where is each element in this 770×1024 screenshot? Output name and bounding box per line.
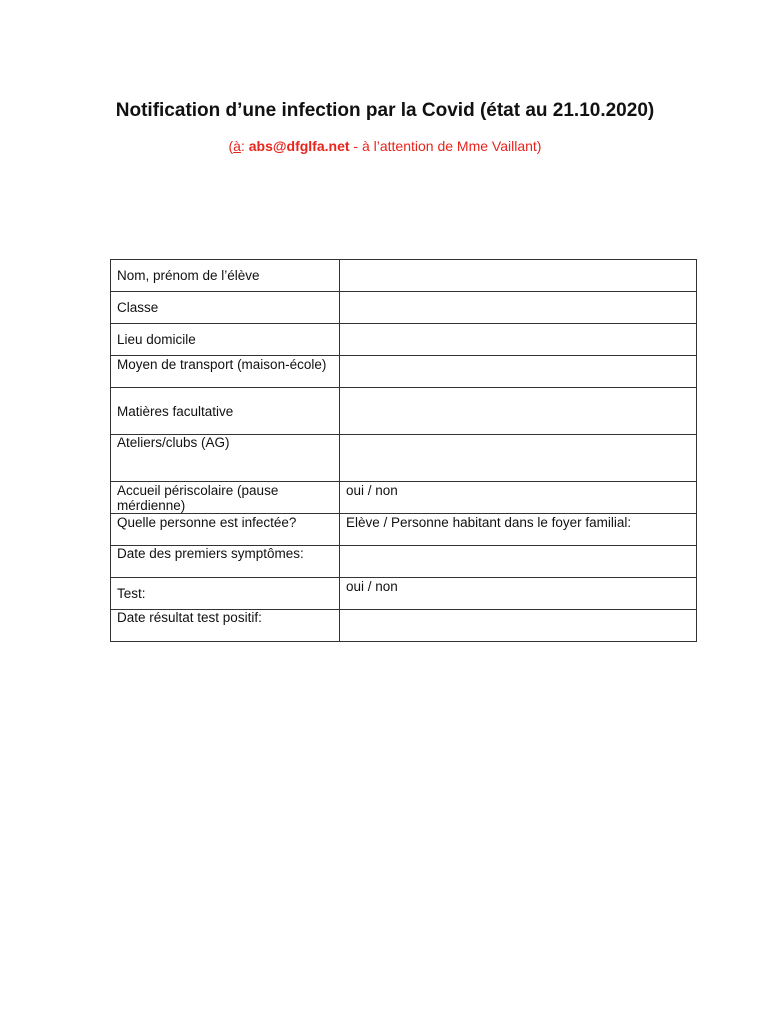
label-cell xyxy=(111,388,340,435)
form-row-infected-person xyxy=(111,514,697,546)
form-row-after-school-care xyxy=(111,482,697,514)
row-value xyxy=(346,324,690,332)
row-label: Date des premiers symptômes: xyxy=(117,546,304,561)
row-label: Ateliers/clubs (AG) xyxy=(117,435,230,450)
label-cell xyxy=(111,292,340,324)
subtitle-colon: : xyxy=(240,138,249,154)
label-cell xyxy=(111,610,340,642)
row-label: Matières facultative xyxy=(117,404,234,419)
value-cell[interactable] xyxy=(340,292,697,324)
row-value xyxy=(346,292,690,300)
row-label: Classe xyxy=(117,300,159,315)
subtitle-suffix: - à l’attention de Mme Vaillant) xyxy=(349,138,542,154)
covid-notification-form xyxy=(110,259,697,642)
label-cell xyxy=(111,546,340,578)
value-cell[interactable] xyxy=(340,260,697,292)
label-cell xyxy=(111,260,340,292)
document-title: Notification d’une infection par la Covid (état au 21.10.2020) xyxy=(115,100,655,121)
row-label: Accueil périscolaire (pause mérdienne) xyxy=(117,483,279,513)
document-subtitle xyxy=(0,138,770,154)
label-cell xyxy=(111,482,340,514)
email-link[interactable]: abs@dfglfa.net xyxy=(248,138,350,154)
label-cell xyxy=(111,324,340,356)
value-cell[interactable] xyxy=(340,388,697,435)
row-label: Test: xyxy=(117,586,146,601)
row-label: Date résultat test positif: xyxy=(117,610,262,625)
form-row-residence xyxy=(111,324,697,356)
row-value: oui / non xyxy=(346,579,398,594)
form-row-class xyxy=(111,292,697,324)
value-cell[interactable] xyxy=(340,324,697,356)
value-cell[interactable] xyxy=(340,578,697,610)
form-row-optional-subjects xyxy=(111,388,697,435)
label-cell xyxy=(111,514,340,546)
value-cell[interactable] xyxy=(340,356,697,388)
label-cell xyxy=(111,578,340,610)
subtitle-prefix: à xyxy=(233,138,241,154)
label-cell xyxy=(111,356,340,388)
row-value xyxy=(346,388,690,404)
row-value: Elève / Personne habitant dans le foyer familial: xyxy=(346,515,632,530)
row-value xyxy=(346,260,690,268)
form-row-symptom-date xyxy=(111,546,697,578)
form-row-test-result-date xyxy=(111,610,697,642)
value-cell[interactable] xyxy=(340,482,697,514)
row-label: Lieu domicile xyxy=(117,332,196,347)
label-cell xyxy=(111,435,340,482)
row-value xyxy=(346,356,690,357)
form-row-transport xyxy=(111,356,697,388)
row-label: Quelle personne est infectée? xyxy=(117,515,297,530)
value-cell[interactable] xyxy=(340,514,697,546)
row-value: oui / non xyxy=(346,483,398,498)
value-cell[interactable] xyxy=(340,610,697,642)
form-row-clubs xyxy=(111,435,697,482)
form-row-test xyxy=(111,578,697,610)
value-cell[interactable] xyxy=(340,435,697,482)
value-cell[interactable] xyxy=(340,546,697,578)
subtitle-open-paren: ( xyxy=(228,138,234,154)
row-label: Nom, prénom de l’élève xyxy=(117,268,260,283)
form-row-name xyxy=(111,260,697,292)
row-label: Moyen de transport (maison-école) xyxy=(117,357,327,372)
